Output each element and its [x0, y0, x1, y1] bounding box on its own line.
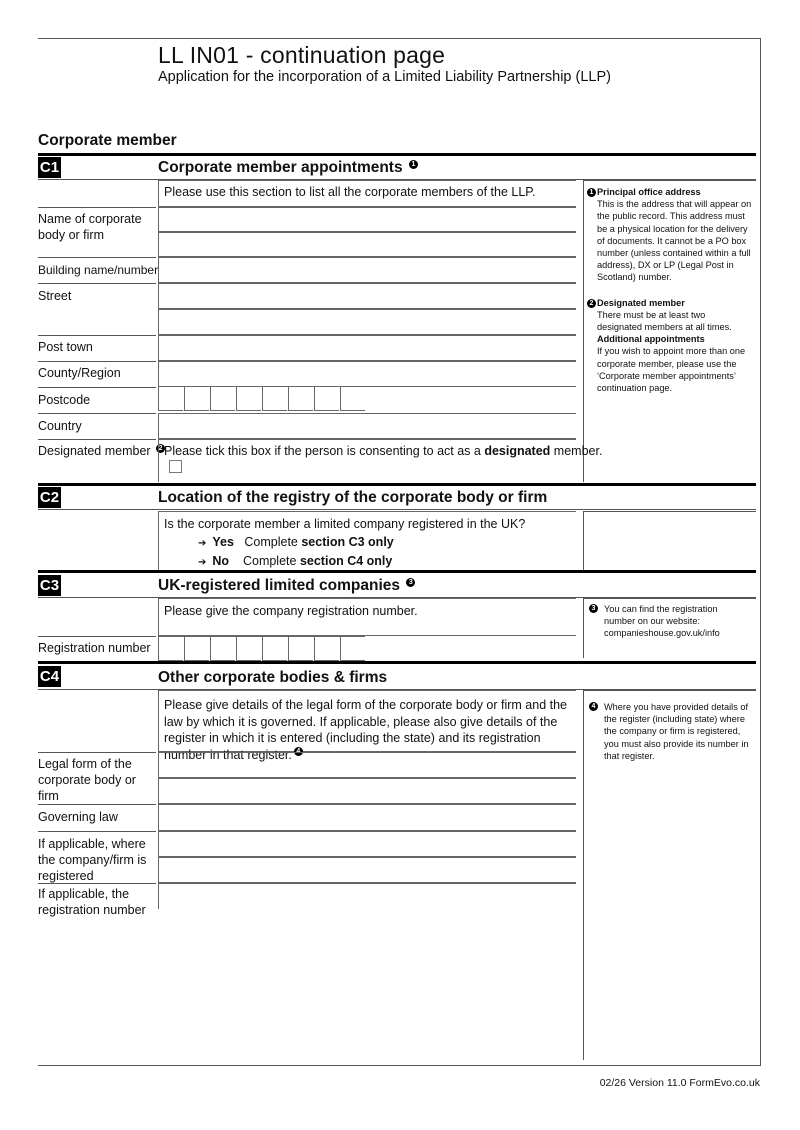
- c4-rule: [38, 661, 756, 664]
- row-rule: [38, 831, 156, 832]
- c3-side-text: You can find the registration number on our website: companieshouse.gov.uk/info: [604, 604, 720, 639]
- postcode-cell[interactable]: [340, 386, 365, 411]
- county-label: County/Region: [38, 366, 121, 380]
- legal-form-field-1[interactable]: [158, 752, 576, 778]
- arrow-right-icon: ➔: [198, 538, 207, 549]
- where-registered-field-1[interactable]: [158, 831, 576, 857]
- c2-no-label: No: [212, 554, 230, 568]
- designated-text-post: member.: [550, 444, 603, 458]
- c2-side-divider: [583, 511, 584, 570]
- c2-rule-2: [38, 509, 756, 510]
- c3-side-divider: [583, 598, 584, 658]
- c3-intro: Please give the company registration number.: [164, 604, 418, 618]
- note-4-icon: 4: [294, 747, 303, 756]
- post-town-label: Post town: [38, 340, 93, 354]
- designated-checkbox[interactable]: [169, 460, 182, 473]
- c4-intro-text: Please give details of the legal form of the corporate body or firm and the law by which it is governed. If applicable, please also give details of the register in which it is entered (including the state) and its registration number in that register.: [164, 698, 568, 762]
- row-rule: [38, 413, 156, 414]
- note-1-body: This is the address that will appear on the public record. This address must be a physical location for the delivery of documents. It cannot be a PO box number (unless contained within a full address), DX or LP (Legal Post in Scotland) number.: [597, 199, 752, 283]
- c2-side-top: [583, 511, 756, 512]
- right-rule: [760, 38, 761, 1065]
- designated-text-pre: Please tick this box if the person is consenting to act as a: [164, 444, 485, 458]
- country-field[interactable]: [158, 413, 576, 439]
- where-registered-label: If applicable, where the company/firm is registered: [38, 837, 147, 883]
- c2-rule: [38, 483, 756, 486]
- note-1-title: Principal office address: [597, 187, 701, 197]
- legal-form-label: Legal form of the corporate body or firm: [38, 757, 136, 803]
- note-2-body: There must be at least two designated members at all times.: [597, 309, 732, 333]
- building-field[interactable]: [158, 257, 576, 283]
- name-label: Name of corporate body or firm: [38, 212, 142, 242]
- reg-top: [158, 636, 365, 637]
- row-rule: [38, 361, 156, 362]
- designated-text: [164, 443, 602, 460]
- post-town-field[interactable]: [158, 335, 576, 361]
- postcode-cell[interactable]: [288, 386, 313, 411]
- reg-cell[interactable]: [314, 636, 339, 661]
- note-2-block: [587, 297, 752, 395]
- note-3-icon: 3: [406, 578, 415, 587]
- c2-yes-text: Complete: [244, 535, 302, 549]
- note-2-body2: If you wish to appoint more than one corporate member, please use the ‘Corporate member appointments’ continuation page.: [597, 346, 746, 394]
- reg-cell[interactable]: [210, 636, 235, 661]
- reg-cell[interactable]: [184, 636, 209, 661]
- bottom-rule: [38, 1065, 761, 1066]
- note-1-icon: 1: [409, 160, 418, 169]
- governing-law-field[interactable]: [158, 804, 576, 831]
- form-subtitle: Application for the incorporation of a Limited Liability Partnership (LLP): [158, 69, 611, 85]
- reg-cell[interactable]: [158, 636, 183, 661]
- note-2-title: Designated member: [597, 297, 685, 308]
- row-rule: [38, 439, 156, 440]
- postcode-cell[interactable]: [158, 386, 183, 411]
- c3-heading: [158, 577, 415, 595]
- row-rule: [38, 387, 156, 388]
- note-2-title2: Additional appointments: [597, 334, 705, 345]
- c4-badge: C4: [39, 668, 60, 685]
- governing-law-label: Governing law: [38, 810, 118, 824]
- c3-badge: C3: [39, 577, 60, 594]
- c1-badge: C1: [39, 159, 60, 176]
- c3-side-note: [589, 603, 749, 640]
- country-label: Country: [38, 419, 82, 433]
- c1-heading: [158, 159, 418, 177]
- c4-side-text: Where you have provided details of the register (including state) where the company or firm is registered, you must also provide its number in that register.: [604, 702, 749, 761]
- street-field-2[interactable]: [158, 309, 576, 335]
- c2-question: Is the corporate member a limited company registered in the UK?: [164, 517, 526, 531]
- row-rule: [38, 283, 156, 284]
- postcode-cell[interactable]: [314, 386, 339, 411]
- arrow-right-icon: ➔: [198, 557, 207, 568]
- c2-yes-label: Yes: [212, 535, 234, 549]
- where-registered-field-2[interactable]: [158, 857, 576, 883]
- postcode-cell[interactable]: [210, 386, 235, 411]
- c4-side-top: [583, 690, 756, 691]
- building-label: Building name/number: [38, 263, 159, 277]
- c1-heading-text: Corporate member appointments: [158, 159, 403, 176]
- name-field-2[interactable]: [158, 232, 576, 257]
- c2-no-text: Complete: [242, 554, 300, 568]
- row-rule: [38, 804, 156, 805]
- reg-number-label: Registration number: [38, 641, 151, 655]
- reg-cell[interactable]: [340, 636, 365, 661]
- row-rule: [38, 752, 156, 753]
- postcode-label: Postcode: [38, 393, 91, 407]
- legal-form-field-2[interactable]: [158, 778, 576, 804]
- c2-yes-option[interactable]: [198, 534, 394, 553]
- note-1-block: [587, 186, 752, 284]
- postcode-top: [158, 386, 365, 387]
- c1-side-top: [583, 180, 756, 181]
- c4-side-note: [589, 701, 751, 762]
- note-2-icon: 2: [156, 444, 165, 453]
- c1-side-divider: [583, 180, 584, 482]
- row-rule: [38, 207, 156, 208]
- name-field-1[interactable]: [158, 207, 576, 232]
- footer-version: 02/26 Version 11.0 FormEvo.co.uk: [599, 1077, 760, 1089]
- c2-heading: Location of the registry of the corporate body or firm: [158, 489, 548, 506]
- c2-no-option[interactable]: [198, 553, 392, 572]
- top-rule: [38, 38, 761, 39]
- c4-heading: Other corporate bodies & firms: [158, 669, 388, 686]
- c2-no-bold: section C4 only: [299, 554, 393, 568]
- c1-side-notes: [587, 186, 752, 394]
- row-rule: [38, 335, 156, 336]
- postcode-cell[interactable]: [184, 386, 209, 411]
- reg-cell[interactable]: [262, 636, 287, 661]
- registration-number-field[interactable]: [158, 883, 576, 909]
- row-rule: [38, 636, 156, 637]
- c2-yes-bold: section C3 only: [301, 535, 394, 549]
- street-field-1[interactable]: [158, 283, 576, 309]
- designated-label-text: Designated member: [38, 444, 151, 458]
- postcode-cell[interactable]: [262, 386, 287, 411]
- c1-intro: Please use this section to list all the corporate members of the LLP.: [164, 185, 536, 199]
- note-1-icon: 1: [587, 188, 596, 197]
- street-label: Street: [38, 289, 72, 303]
- section-rule: [38, 153, 756, 156]
- c3-side-top: [583, 598, 756, 599]
- registration-number-label: If applicable, the registration number: [38, 887, 146, 917]
- reg-cell[interactable]: [288, 636, 313, 661]
- note-2-icon: 2: [587, 299, 596, 308]
- reg-cell[interactable]: [236, 636, 261, 661]
- note-3-icon: 3: [589, 604, 598, 613]
- row-rule: [38, 257, 156, 258]
- row-rule: [38, 883, 156, 884]
- designated-text-bold: designated: [484, 444, 551, 458]
- c4-side-divider: [583, 690, 584, 1060]
- c3-rule: [38, 570, 756, 573]
- postcode-cell[interactable]: [236, 386, 261, 411]
- form-title: LL IN01 - continuation page: [158, 42, 446, 68]
- c2-badge: C2: [39, 489, 60, 506]
- c3-heading-text: UK-registered limited companies: [158, 577, 401, 594]
- county-field[interactable]: [158, 361, 576, 387]
- designated-label: [38, 443, 165, 459]
- section-heading: Corporate member: [38, 132, 177, 149]
- note-4-icon: 4: [589, 702, 598, 711]
